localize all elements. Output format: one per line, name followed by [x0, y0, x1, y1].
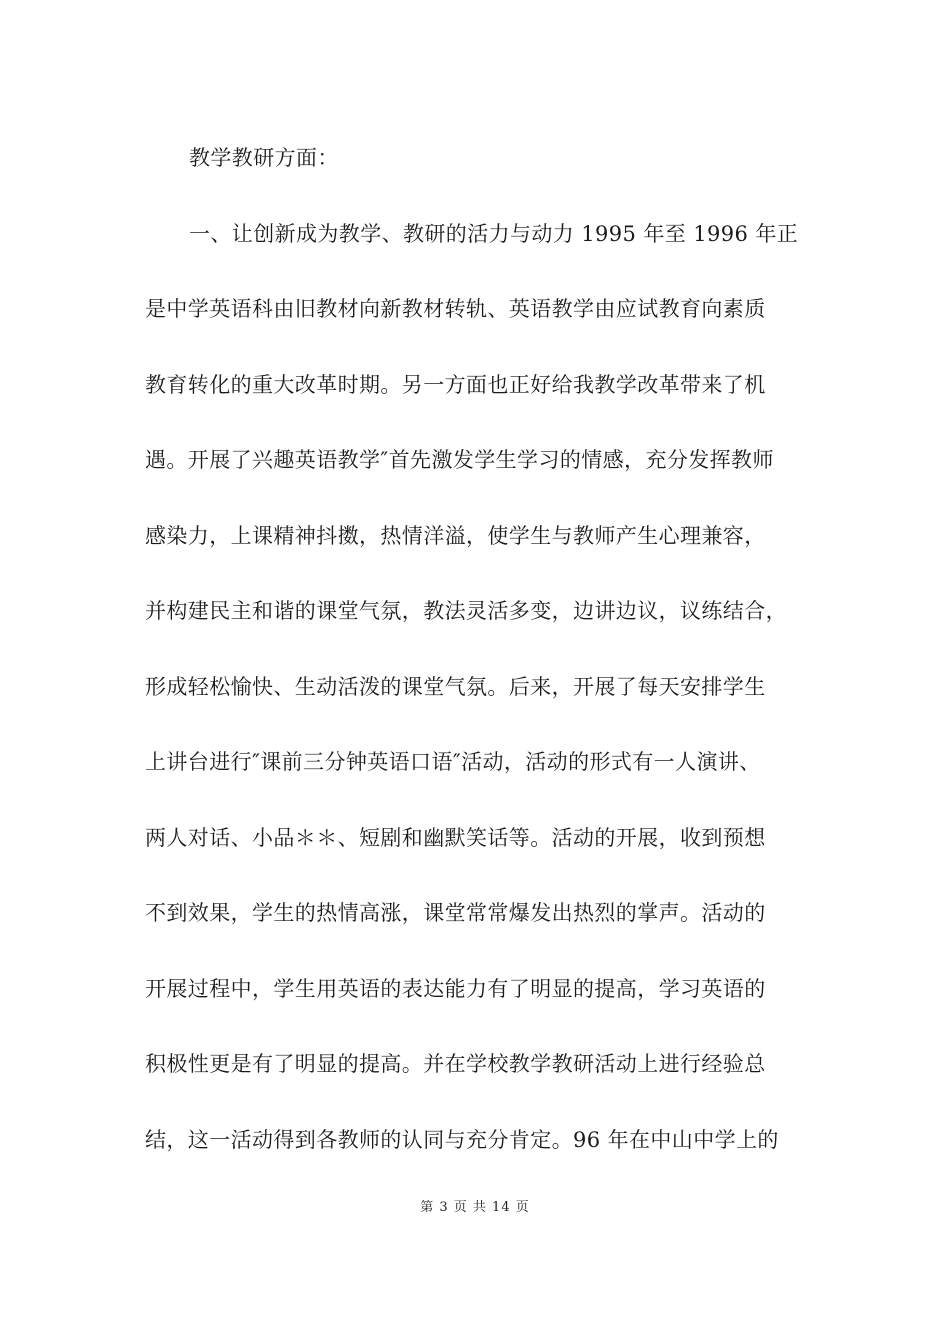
paragraph-line: 一、让创新成为教学、教研的活力与动力 1995 年至 1996 年正: [189, 221, 799, 246]
section-heading: 教学教研方面：: [189, 146, 339, 170]
paragraph-line: 开展过程中，学生用英语的表达能力有了明显的提高，学习英语的: [145, 976, 766, 1001]
page-number: 第 3 页 共 14 页: [420, 1200, 530, 1215]
paragraph-line: 上讲台进行″课前三分钟英语口语″活动，活动的形式有一人演讲、: [145, 750, 761, 774]
paragraph-line: 积极性更是有了明显的提高。并在学校教学教研活动上进行经验总: [145, 1052, 766, 1076]
paragraph-line: 遇。开展了兴趣英语教学″首先激发学生学习的情感，充分发挥教师: [145, 448, 774, 472]
paragraph-line: 不到效果，学生的热情高涨，课堂常常爆发出热烈的掌声。活动的: [145, 901, 766, 925]
document-body: [145, 132, 825, 1189]
paragraph-line: 并构建民主和谐的课堂气氛，教法灵活多变，边讲边议，议练结合，: [145, 599, 787, 623]
paragraph-line: 感染力，上课精神抖擞，热情洋溢，使学生与教师产生心理兼容，: [145, 523, 766, 548]
page-footer: [0, 1196, 950, 1215]
paragraph-line: 结，这一活动得到各教师的认同与充分肯定。96 年在中山中学上的: [145, 1127, 779, 1152]
paragraph-line: 形成轻松愉快、生动活泼的课堂气氛。后来，开展了每天安排学生: [145, 674, 766, 699]
paragraph-line: 教育转化的重大改革时期。另一方面也正好给我教学改革带来了机: [145, 372, 766, 397]
paragraph-line: 是中学英语科由旧教材向新教材转轨、英语教学由应试教育向素质: [145, 297, 766, 321]
paragraph-line: 两人对话、小品＊＊、短剧和幽默笑话等。活动的开展，收到预想: [145, 825, 766, 850]
